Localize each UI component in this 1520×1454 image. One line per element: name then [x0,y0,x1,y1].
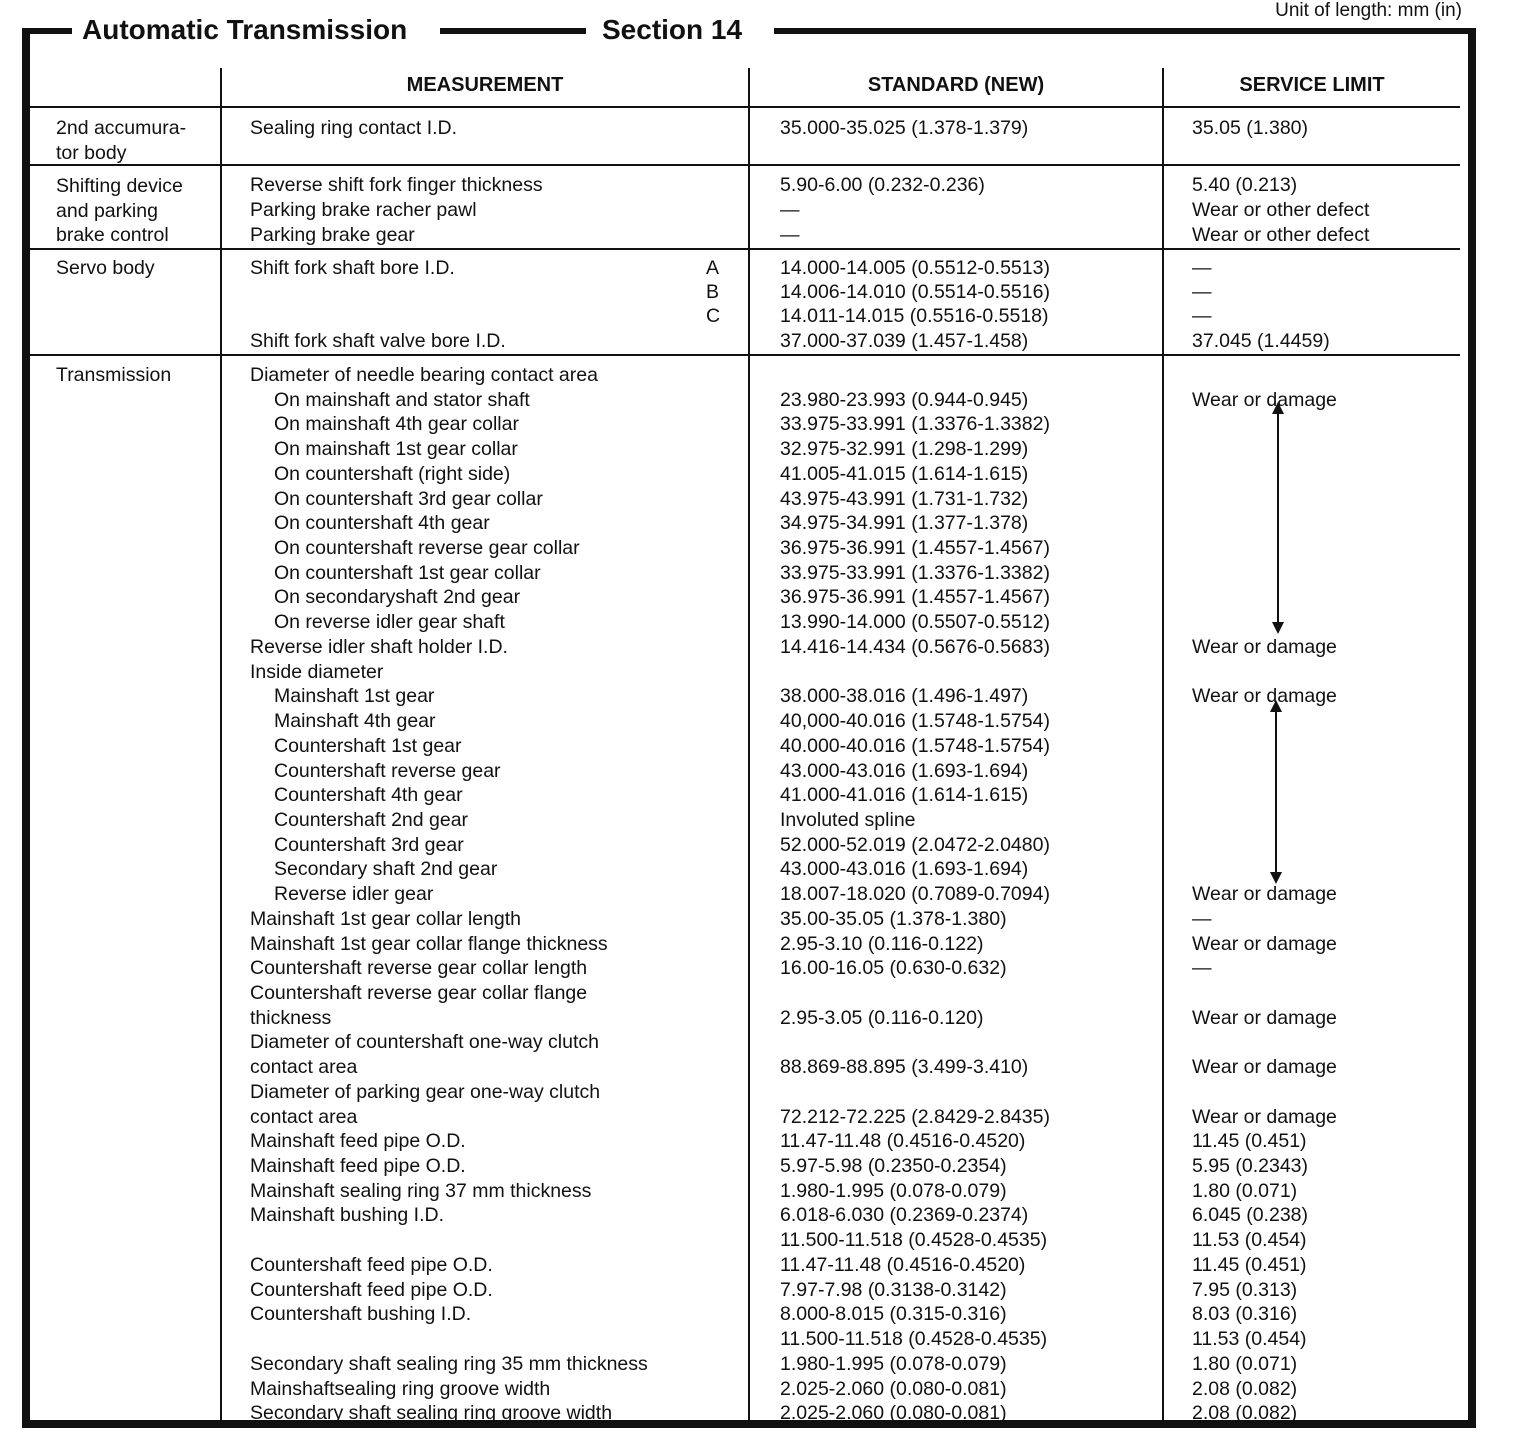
standard-cell: 11.500-11.518 (0.4528-0.4535) [780,1229,1048,1252]
standard-cell: 41.000-41.016 (1.614-1.615) [780,784,1029,807]
group-rule-1 [30,164,1460,166]
standard-cell: 33.975-33.991 (1.3376-1.3382) [780,561,1050,584]
measurement-cell: Countershaft bushing I.D. [250,1303,472,1326]
measurement-cell: Reverse idler shaft holder I.D. [250,635,508,658]
standard-cell: 11.47-11.48 (0.4516-0.4520) [780,1130,1026,1153]
service-limit-cell: 6.045 (0.238) [1192,1204,1309,1227]
standard-cell: 5.90-6.00 (0.232-0.236) [780,174,985,196]
measurement-cell: Mainshaft 1st gear collar length [250,907,521,930]
service-limit-cell: — [1192,281,1212,303]
range-arrow-2 [1275,702,1277,882]
range-arrow-1 [1277,404,1279,632]
measurement-cell: Countershaft feed pipe O.D. [250,1253,493,1276]
frame-top-left [22,28,72,34]
service-limit-cell: 2.08 (0.082) [1192,1377,1298,1400]
measurement-cell: Reverse shift fork finger thickness [250,174,543,196]
service-limit-cell: — [1192,907,1212,930]
service-limit-cell: Wear or damage [1192,685,1337,708]
measurement-cell: contact area [250,1105,358,1128]
col-rule-1 [220,68,222,1420]
service-limit-cell: 5.40 (0.213) [1192,174,1298,196]
service-limit-cell: 5.95 (0.2343) [1192,1155,1309,1178]
standard-cell: — [780,199,800,221]
measurement-cell: Mainshaft feed pipe O.D. [250,1130,466,1153]
service-limit-cell: 11.53 (0.454) [1192,1229,1307,1252]
service-limit-cell: Wear or damage [1192,635,1337,658]
measurement-cell: Mainshaft 1st gear [274,685,435,708]
header-service-limit: SERVICE LIMIT [1239,74,1385,96]
standard-cell: 2.95-3.10 (0.116-0.122) [780,932,984,955]
group-label-transmission: Transmission [56,364,172,386]
standard-cell: 43.000-43.016 (1.693-1.694) [780,858,1029,881]
measurement-cell: Mainshaft 4th gear [274,710,436,733]
standard-cell: 13.990-14.000 (0.5507-0.5512) [780,611,1050,634]
standard-cell: 2.025-2.060 (0.080-0.081) [780,1377,1007,1400]
measurement-cell: Diameter of parking gear one-way clutch [250,1080,601,1103]
service-limit-cell: 35.05 (1.380) [1192,117,1309,139]
standard-cell: 36.975-36.991 (1.4557-1.4567) [780,537,1050,560]
service-limit-cell: Wear or damage [1192,1056,1337,1079]
measurement-cell: Mainshaft bushing I.D. [250,1204,445,1227]
standard-cell: 6.018-6.030 (0.2369-0.2374) [780,1204,1029,1227]
standard-cell: 14.011-14.015 (0.5516-0.5518) [780,305,1049,327]
measurement-cell: On secondaryshaft 2nd gear [274,586,521,609]
measurement-cell: Parking brake gear [250,224,415,246]
measurement-cell: Countershaft reverse gear [274,759,501,782]
standard-cell: 5.97-5.98 (0.2350-0.2354) [780,1155,1007,1178]
standard-cell: 11.47-11.48 (0.4516-0.4520) [780,1253,1026,1276]
service-limit-cell: 1.80 (0.071) [1192,1352,1298,1375]
standard-cell: 1.980-1.995 (0.078-0.079) [780,1179,1007,1202]
unit-note: Unit of length: mm (in) [1275,0,1462,21]
service-limit-cell: 2.08 (0.082) [1192,1402,1298,1425]
standard-cell: — [780,224,800,246]
service-limit-cell: Wear or damage [1192,932,1337,955]
measurement-cell: Reverse idler gear [274,883,434,906]
service-limit-cell: 1.80 (0.071) [1192,1179,1298,1202]
standard-cell: 7.97-7.98 (0.3138-0.3142) [780,1278,1007,1301]
bore-variant-label: A [706,257,720,279]
service-limit-cell: 11.45 (0.451) [1192,1130,1307,1153]
measurement-cell: Countershaft reverse gear collar flange [250,982,588,1004]
standard-cell: 8.000-8.015 (0.315-0.316) [780,1303,1007,1326]
measurement-cell: Shift fork shaft bore I.D. [250,257,455,279]
standard-cell: 88.869-88.895 (3.499-3.410) [780,1056,1029,1079]
col-rule-3 [1162,68,1164,1420]
service-limit-cell: Wear or damage [1192,1006,1337,1029]
measurement-cell: Secondary shaft 2nd gear [274,858,498,881]
standard-cell: 2.025-2.060 (0.080-0.081) [780,1402,1007,1425]
page-title: Automatic Transmission [74,14,415,46]
measurement-cell: Countershaft 2nd gear [274,808,469,831]
service-limit-cell: Wear or damage [1192,1105,1337,1128]
bore-variant-label: B [706,281,720,303]
measurement-cell: contact area [250,1056,358,1079]
standard-cell: 38.000-38.016 (1.496-1.497) [780,685,1029,708]
standard-cell: 72.212-72.225 (2.8429-2.8435) [780,1105,1050,1128]
service-limit-cell: Wear or damage [1192,883,1337,906]
service-limit-cell: 8.03 (0.316) [1192,1303,1298,1326]
service-limit-cell: Wear or other defect [1192,199,1370,221]
measurement-cell: Mainshaft 1st gear collar flange thickness [250,932,608,955]
standard-cell: 34.975-34.991 (1.377-1.378) [780,512,1029,535]
measurement-cell: Diameter of needle bearing contact area [250,364,598,386]
measurement-cell: Shift fork shaft valve bore I.D. [250,330,506,352]
measurement-cell: Mainshaft sealing ring 37 mm thickness [250,1179,592,1202]
measurement-cell: Countershaft feed pipe O.D. [250,1278,493,1301]
group-label-accumulator: 2nd accumura- tor body [56,117,187,164]
measurement-cell: On countershaft 4th gear [274,512,490,535]
measurement-cell: Countershaft 3rd gear [274,833,464,856]
standard-cell: 33.975-33.991 (1.3376-1.3382) [780,413,1050,436]
standard-cell: 2.95-3.05 (0.116-0.120) [780,1006,984,1029]
service-limit-cell: — [1192,305,1212,327]
measurement-cell: Countershaft 1st gear [274,734,462,757]
service-limit-cell: 37.045 (1.4459) [1192,330,1330,352]
standard-cell: 35.000-35.025 (1.378-1.379) [780,117,1029,139]
bore-variant-label: C [706,305,721,327]
measurement-cell: On countershaft (right side) [274,462,511,485]
header-standard: STANDARD (NEW) [867,74,1045,96]
standard-cell: 18.007-18.020 (0.7089-0.7094) [780,883,1050,906]
standard-cell: 40,000-40.016 (1.5748-1.5754) [780,710,1050,733]
service-limit-cell: 11.45 (0.451) [1192,1253,1307,1276]
standard-cell: 14.000-14.005 (0.5512-0.5513) [780,257,1050,279]
standard-cell: 41.005-41.015 (1.614-1.615) [780,462,1029,485]
measurement-cell: Countershaft reverse gear collar length [250,957,588,980]
measurement-cell: Sealing ring contact I.D. [250,117,458,139]
service-limit-cell: — [1192,957,1212,980]
service-limit-cell: 11.53 (0.454) [1192,1328,1307,1351]
measurement-cell: On countershaft reverse gear collar [274,537,580,560]
standard-cell: 32.975-32.991 (1.298-1.299) [780,438,1029,461]
standard-cell: 36.975-36.991 (1.4557-1.4567) [780,586,1050,609]
service-limit-cell: Wear or other defect [1192,224,1370,246]
standard-cell: 37.000-37.039 (1.457-1.458) [780,330,1029,352]
header-measurement: MEASUREMENT [406,74,564,96]
standard-cell: 40.000-40.016 (1.5748-1.5754) [780,734,1050,757]
group-label-servo: Servo body [56,257,155,279]
service-limit-cell: Wear or damage [1192,388,1337,411]
frame-top-mid [440,28,586,34]
measurement-cell: Countershaft 4th gear [274,784,463,807]
measurement-cell: Mainshaft feed pipe O.D. [250,1155,466,1178]
section-title: Section 14 [594,14,750,46]
measurement-cell: thickness [250,1006,332,1029]
standard-cell: 11.500-11.518 (0.4528-0.4535) [780,1328,1048,1351]
measurement-cell: On countershaft 3rd gear collar [274,487,543,510]
measurement-cell: Diameter of countershaft one-way clutch [250,1031,600,1054]
standard-cell: 35.00-35.05 (1.378-1.380) [780,907,1007,930]
group-rule-2 [30,248,1460,250]
service-limit-cell: — [1192,257,1212,279]
measurement-cell: Secondary shaft sealing ring 35 mm thickness [250,1352,648,1375]
standard-cell: Involuted spline [780,808,916,831]
standard-cell: 23.980-23.993 (0.944-0.945) [780,388,1029,411]
measurement-cell: On reverse idler gear shaft [274,611,505,634]
group-label-shifting: Shifting device and parking brake control [56,175,183,247]
measurement-cell: Inside diameter [250,660,384,683]
measurement-cell: On mainshaft 1st gear collar [274,438,518,461]
col-rule-2 [748,68,750,1420]
measurement-cell: Parking brake racher pawl [250,199,477,221]
standard-cell: 43.000-43.016 (1.693-1.694) [780,759,1029,782]
header-rule [30,106,1460,108]
measurement-cell: Mainshaftsealing ring groove width [250,1377,551,1400]
service-limit-cell: 7.95 (0.313) [1192,1278,1298,1301]
standard-cell: 14.416-14.434 (0.5676-0.5683) [780,635,1050,658]
standard-cell: 14.006-14.010 (0.5514-0.5516) [780,281,1050,303]
frame-top-right [774,28,1468,34]
standard-cell: 52.000-52.019 (2.0472-2.0480) [780,833,1050,856]
measurement-cell: On mainshaft and stator shaft [274,388,530,411]
group-rule-3 [30,354,1460,356]
measurement-cell: On mainshaft 4th gear collar [274,413,519,436]
standard-cell: 43.975-43.991 (1.731-1.732) [780,487,1029,510]
standard-cell: 16.00-16.05 (0.630-0.632) [780,957,1007,980]
standard-cell: 1.980-1.995 (0.078-0.079) [780,1352,1007,1375]
measurement-cell: Secondary shaft sealing ring groove width [250,1402,613,1425]
measurement-cell: On countershaft 1st gear collar [274,561,541,584]
